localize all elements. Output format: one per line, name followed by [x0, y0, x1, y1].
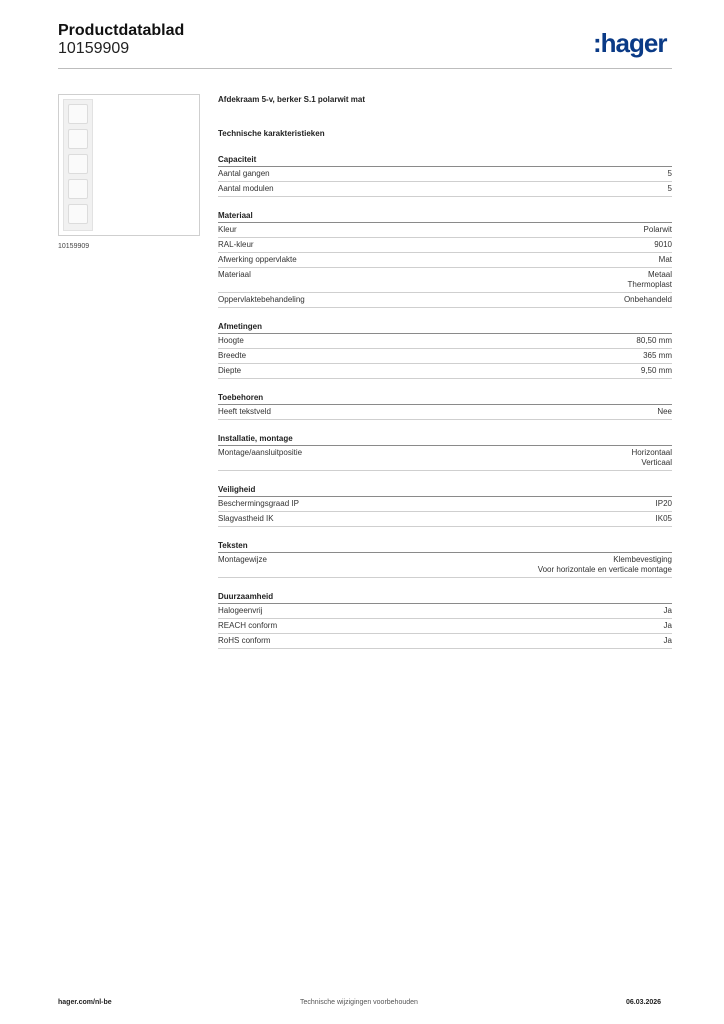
section-heading: Technische karakteristieken — [218, 129, 325, 138]
footer-notice: Technische wijzigingen voorbehouden — [300, 999, 418, 1006]
spec-value — [664, 621, 672, 631]
spec-row — [218, 634, 672, 649]
spec-value-line: 9,50 mm — [640, 366, 672, 375]
spec-row — [218, 238, 672, 253]
product-title: Afdekraam 5-v, berker S.1 polarwit mat — [218, 95, 366, 104]
spec-row — [218, 364, 672, 379]
spec-value — [624, 295, 672, 305]
spec-row — [218, 334, 672, 349]
spec-row — [218, 293, 672, 308]
spec-label: Breedte — [218, 351, 247, 360]
spec-row — [218, 619, 672, 634]
spec-label: Aantal modulen — [218, 184, 274, 193]
spec-label: Heeft tekstveld — [218, 407, 271, 416]
spec-group — [218, 592, 672, 649]
cover-frame-graphic — [63, 99, 93, 231]
spec-label: Halogeenvrij — [218, 606, 263, 615]
spec-groups — [218, 155, 672, 649]
spec-value-line: Klembevestiging — [613, 555, 672, 564]
spec-value — [538, 555, 672, 575]
spec-group — [218, 393, 672, 420]
spec-row — [218, 182, 672, 197]
product-number: 10159909 — [58, 40, 130, 57]
spec-group — [218, 541, 672, 578]
spec-value-line: 365 mm — [643, 351, 672, 360]
spec-value — [657, 407, 672, 417]
spec-value-line: Mat — [658, 255, 672, 264]
spec-group — [218, 485, 672, 527]
spec-value-line: Ja — [663, 636, 672, 645]
spec-value — [644, 225, 672, 235]
spec-value — [668, 169, 672, 179]
header-divider — [58, 68, 672, 69]
spec-label: Materiaal — [218, 270, 251, 279]
spec-value-line: Nee — [657, 407, 672, 416]
image-caption: 10159909 — [58, 243, 90, 250]
page-title: Productdatablad — [58, 22, 185, 39]
frame-opening — [68, 204, 88, 224]
frame-opening — [68, 154, 88, 174]
hager-logo: :hager — [593, 28, 667, 58]
spec-group-title: Toebehoren — [218, 393, 672, 405]
spec-group-title: Teksten — [218, 541, 672, 553]
spec-value-line: Metaal — [647, 270, 672, 279]
spec-row — [218, 446, 672, 471]
spec-row — [218, 253, 672, 268]
spec-label: RAL-kleur — [218, 240, 254, 249]
spec-row — [218, 512, 672, 527]
spec-value — [659, 255, 672, 265]
spec-row — [218, 223, 672, 238]
spec-value-line: Onbehandeld — [623, 295, 672, 304]
spec-value-line: IK05 — [655, 514, 672, 523]
spec-row — [218, 268, 672, 293]
spec-value — [656, 499, 672, 509]
spec-group-title: Capaciteit — [218, 155, 672, 167]
spec-value-line: 5 — [667, 184, 672, 193]
spec-value-line: IP20 — [655, 499, 672, 508]
product-image — [58, 94, 200, 236]
spec-value-line: Ja — [663, 606, 672, 615]
spec-group-title: Veiligheid — [218, 485, 672, 497]
spec-value — [664, 636, 672, 646]
footer-date: 06.03.2026 — [626, 999, 662, 1006]
spec-row — [218, 497, 672, 512]
spec-value — [643, 351, 672, 361]
spec-label: Beschermingsgraad IP — [218, 499, 299, 508]
spec-label: RoHS conform — [218, 636, 271, 645]
spec-group — [218, 155, 672, 197]
spec-value-line: Horizontaal — [631, 448, 672, 457]
spec-label: Afwerking oppervlakte — [218, 255, 297, 264]
spec-row — [218, 349, 672, 364]
spec-value-line: Thermoplast — [627, 280, 672, 289]
spec-label: Oppervlaktebehandeling — [218, 295, 305, 304]
spec-value-line: Verticaal — [641, 458, 672, 467]
spec-label: Montage/aansluitpositie — [218, 448, 303, 457]
spec-group — [218, 434, 672, 471]
spec-label: Aantal gangen — [218, 169, 270, 178]
spec-value-line: Polarwit — [643, 225, 672, 234]
spec-group — [218, 322, 672, 379]
spec-value — [628, 270, 672, 290]
spec-label: Kleur — [218, 225, 237, 234]
spec-row — [218, 405, 672, 420]
spec-value — [636, 336, 672, 346]
spec-row — [218, 167, 672, 182]
footer-website: hager.com/nl-be — [58, 999, 112, 1006]
spec-value-line: Ja — [663, 621, 672, 630]
frame-opening — [68, 129, 88, 149]
spec-value — [654, 240, 672, 250]
spec-group — [218, 211, 672, 308]
spec-value — [668, 184, 672, 194]
spec-value — [656, 514, 672, 524]
spec-value-line: 9010 — [654, 240, 672, 249]
spec-group-title: Duurzaamheid — [218, 592, 672, 604]
spec-group-title: Afmetingen — [218, 322, 672, 334]
spec-row — [218, 553, 672, 578]
spec-label: Diepte — [218, 366, 242, 375]
spec-value — [641, 366, 672, 376]
spec-group-title: Materiaal — [218, 211, 672, 223]
spec-value — [632, 448, 672, 468]
spec-label: REACH conform — [218, 621, 278, 630]
spec-label: Hoogte — [218, 336, 244, 345]
spec-row — [218, 604, 672, 619]
spec-content — [218, 95, 672, 649]
spec-value-line: Voor horizontale en verticale montage — [537, 565, 672, 574]
spec-value-line: 80,50 mm — [636, 336, 672, 345]
frame-opening — [68, 104, 88, 124]
spec-value — [664, 606, 672, 616]
spec-group-title: Installatie, montage — [218, 434, 672, 446]
frame-opening — [68, 179, 88, 199]
spec-label: Montagewijze — [218, 555, 267, 564]
spec-value-line: 5 — [667, 169, 672, 178]
spec-label: Slagvastheid IK — [218, 514, 274, 523]
